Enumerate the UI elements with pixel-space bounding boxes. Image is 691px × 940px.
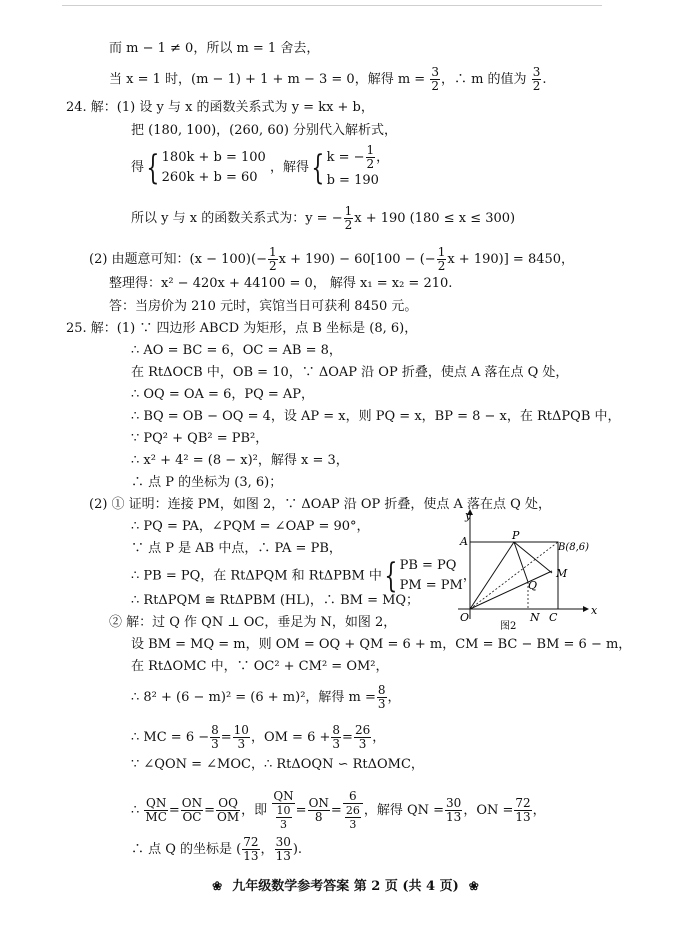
label-m: M: [556, 567, 568, 580]
q25-line-7: ∴ x² + 4² = (8 − x)²，解得 x = 3，: [131, 453, 349, 468]
q24-substitute: 把 (180, 100)，(260, 60) 分别代入解析式，: [131, 123, 398, 138]
q25-line-8: ∴ 点 P 的坐标为 (3, 6)；: [131, 475, 283, 490]
flower-icon-right: ❀: [468, 879, 479, 893]
figure-2: [448, 505, 598, 635]
q24-relation: 所以 y 与 x 的函数关系式为：y = − $\frac{1}{2}$ x + 190 (180 ≤ x ≤ 300): [131, 204, 516, 232]
label-q: Q: [528, 579, 538, 592]
q25-part2-line-6: ② 解：过 Q 作 QN ⊥ OC，垂足为 N，如图 2，: [109, 615, 397, 630]
top-rule: [62, 5, 602, 6]
q25-part2-line-8: 在 RtΔOMC 中，∵ OC² + CM² = OM²，: [131, 659, 389, 674]
label-y: y: [465, 509, 472, 522]
label-c: C: [549, 611, 558, 624]
diagonal-ob: [470, 542, 558, 609]
q25-line-4: ∴ OQ = OA = 6，PQ = AP，: [131, 387, 315, 402]
q25-line-3: 在 RtΔOCB 中，OB = 10，∵ ΔOAP 沿 OP 折叠，使点 A 落在点 Q 处，: [131, 365, 569, 380]
text-line-1: 而 m − 1 ≠ 0，所以 m = 1 舍去，: [109, 41, 320, 56]
q25-part2-line-2: ∴ PQ = PA，∠PQM = ∠OAP = 90°，: [131, 519, 370, 534]
q25-line-5: ∴ BQ = OB − OQ = 4，设 AP = x，则 PQ = x，BP = 8 − x，在 RtΔPQB 中，: [131, 409, 621, 424]
q24-system: 得{ 180k + b = 100 260k + b = 60 ，解得{ k = − $\frac{1}{2}$ ， b = 190: [131, 143, 390, 188]
q25-part2-line-10: ∴ MC = 6 − $\frac{8}{3}$ = $\frac{10}{3}$ ，OM = 6 + $\frac{8}{3}$ = $\frac{26}{3}$ ，: [131, 723, 386, 751]
q25-line-6: ∵ PQ² + QB² = PB²，: [131, 431, 269, 446]
page-footer: [0, 875, 691, 894]
q25-part2-line-7: 设 BM = MQ = m，则 OM = OQ + QM = 6 + m，CM = BC − BM = 6 − m，: [131, 637, 632, 652]
q24-part2: (2) 由题意可知：(x − 100)(− $\frac{1}{2}$ x + 190) − 60[100 − (− $\frac{1}{2}$ x + 190)] = 8450，: [89, 245, 575, 273]
q25-part2-line-13: ∴ 点 Q 的坐标是 ( $\frac{72}{13}$ ， $\frac{30}{13}$ ).: [131, 835, 303, 863]
q24-simplify: 整理得：x² − 420x + 44100 = 0， 解得 x₁ = x₂ = 210.: [109, 276, 453, 291]
q25-part2-line-9: ∴ 8² + (6 − m)² = (6 + m)²，解得 m = $\frac{8}{3}$ ，: [131, 683, 401, 711]
label-p: P: [512, 529, 520, 542]
flower-icon-left: ❀: [212, 879, 223, 893]
label-x: x: [591, 604, 598, 617]
fraction-3-2: $\frac{3}{2}$: [431, 65, 439, 93]
text-line-2: 当 x = 1 时，(m − 1) + 1 + m − 3 = 0，解得 m = $\frac{3}{2}$ ，∴ m 的值为 $\frac{3}{2}$ .: [109, 65, 547, 93]
q25-heading: 25. 解：(1) ∵ 四边形 ABCD 为矩形，点 B 坐标是 (8, 6)，: [66, 321, 418, 336]
label-a: A: [460, 535, 468, 548]
q25-part2-line-5: ∴ RtΔPQM ≅ RtΔPBM (HL)，∴ BM = MQ；: [131, 593, 420, 608]
label-b: B(8,6): [558, 542, 590, 553]
footer-text: 九年级数学参考答案 第 2 页 (共 4 页): [232, 879, 459, 894]
q25-line-2: ∴ AO = BC = 6，OC = AB = 8，: [131, 343, 342, 358]
q24-answer: 答：当房价为 210 元时，宾馆当日可获利 8450 元。: [109, 299, 418, 314]
q25-part2-line-12: ∴ $\frac{QN}{MC}$ = $\frac{ON}{OC}$ = $\frac{OQ}{OM}$ ，即 $\frac{QN}{\frac{10}{3}}$ = $\frac{ON}{8}$ = $\frac{6}{\frac{26}{3}}$ ，解得 QN = $\frac{30}{13}$ ，ON = $\frac{72}{13}$ ，: [131, 789, 546, 831]
q25-part2-line-1: (2) ① 证明：连接 PM，如图 2，∵ ΔOAP 沿 OP 折叠，使点 A 落在点 Q 处，: [89, 497, 551, 512]
q24-heading: 24. 解：(1) 设 y 与 x 的函数关系式为 y = kx + b，: [66, 100, 374, 115]
q25-part2-line-4: ∴ PB = PQ，在 RtΔPQM 和 RtΔPBM 中{ PB = PQ PM = PM ，: [131, 556, 476, 596]
label-o: O: [460, 611, 470, 624]
q25-part2-line-11: ∵ ∠QON = ∠MOC，∴ RtΔOQN ∽ RtΔOMC，: [131, 757, 424, 772]
fraction-3-2-b: $\frac{3}{2}$: [532, 65, 541, 93]
q25-part2-line-3: ∵ 点 P 是 AB 中点，∴ PA = PB，: [131, 541, 342, 556]
label-n: N: [530, 611, 540, 624]
figure-caption: 图2: [500, 621, 517, 632]
